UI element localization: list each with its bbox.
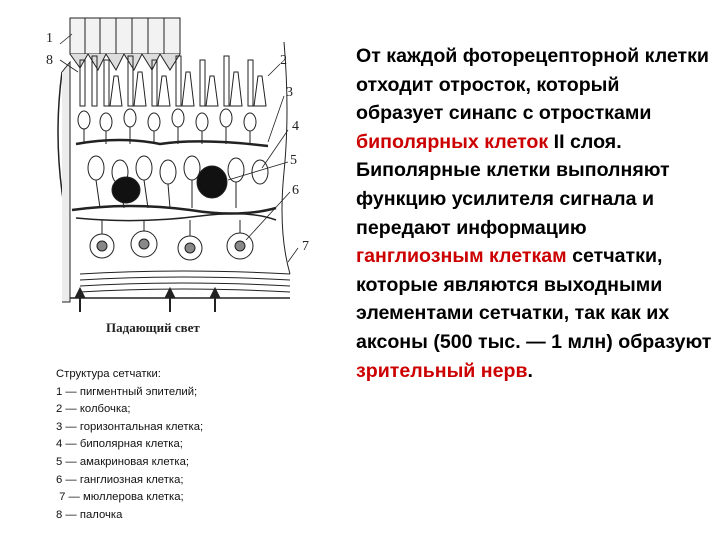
caption-item-5: 5 — амакриновая клетка; <box>56 455 190 468</box>
ganglion-cells <box>90 220 253 260</box>
figure-caption <box>56 366 306 524</box>
inner-plexiform-layer <box>72 206 276 214</box>
text-part-1: От каждой фоторецепторной клетки отходит отросток, который образует синапс с отростками <box>356 45 709 125</box>
caption-item-6: 6 — ганглиозная клетка; <box>56 473 184 486</box>
amacrine-cell <box>112 177 140 203</box>
caption-item-8: 8 — палочка <box>56 508 123 521</box>
label-7: 7 <box>302 239 309 254</box>
amacrine-cell <box>197 166 227 198</box>
text-part-2: II слоя. Биполярные клетки выполняют функцию усилителя сигнала и передают информацию <box>356 130 670 239</box>
caption-item-2: 2 — колбочка; <box>56 403 131 416</box>
caption-item-1: 1 — пигментный эпителий; <box>56 385 198 398</box>
retina-structure-diagram <box>40 12 320 357</box>
label-4: 4 <box>292 119 299 134</box>
label-3: 3 <box>286 85 293 100</box>
outer-nuclear-layer <box>78 109 256 144</box>
label-6: 6 <box>292 183 299 198</box>
caption-title: Структура сетчатки: <box>56 368 161 380</box>
retina-drawing <box>58 18 298 312</box>
highlight-ganglion-cells: ганглиозным клеткам <box>356 245 567 268</box>
horizontal-cells <box>76 140 268 146</box>
label-2: 2 <box>280 53 287 68</box>
label-8: 8 <box>46 53 53 68</box>
highlight-bipolar-cells: биполярных клеток <box>356 130 549 153</box>
label-5: 5 <box>290 153 297 168</box>
pigment-epithelium <box>70 18 180 70</box>
nerve-fiber-layer <box>70 271 290 298</box>
description-paragraph <box>356 42 712 385</box>
caption-item-7: 7 — мюллерова клетка; <box>56 491 184 504</box>
highlight-optic-nerve: зрительный нерв <box>356 359 528 382</box>
caption-item-4: 4 — биполярная клетка; <box>56 438 183 451</box>
text-part-3: сетчатки, которые являются выходными элементами сетчатки, так как их аксоны (500 тыс. — 1 млн) образуют <box>356 245 712 353</box>
text-part-4: . <box>527 359 533 382</box>
caption-item-3: 3 — горизонтальная клетка; <box>56 420 204 433</box>
label-1: 1 <box>46 31 53 46</box>
muller-cell-right <box>282 42 290 274</box>
light-arrows <box>75 288 220 312</box>
incident-light-label: Падающий свет <box>106 320 200 335</box>
leader-lines <box>60 34 298 262</box>
